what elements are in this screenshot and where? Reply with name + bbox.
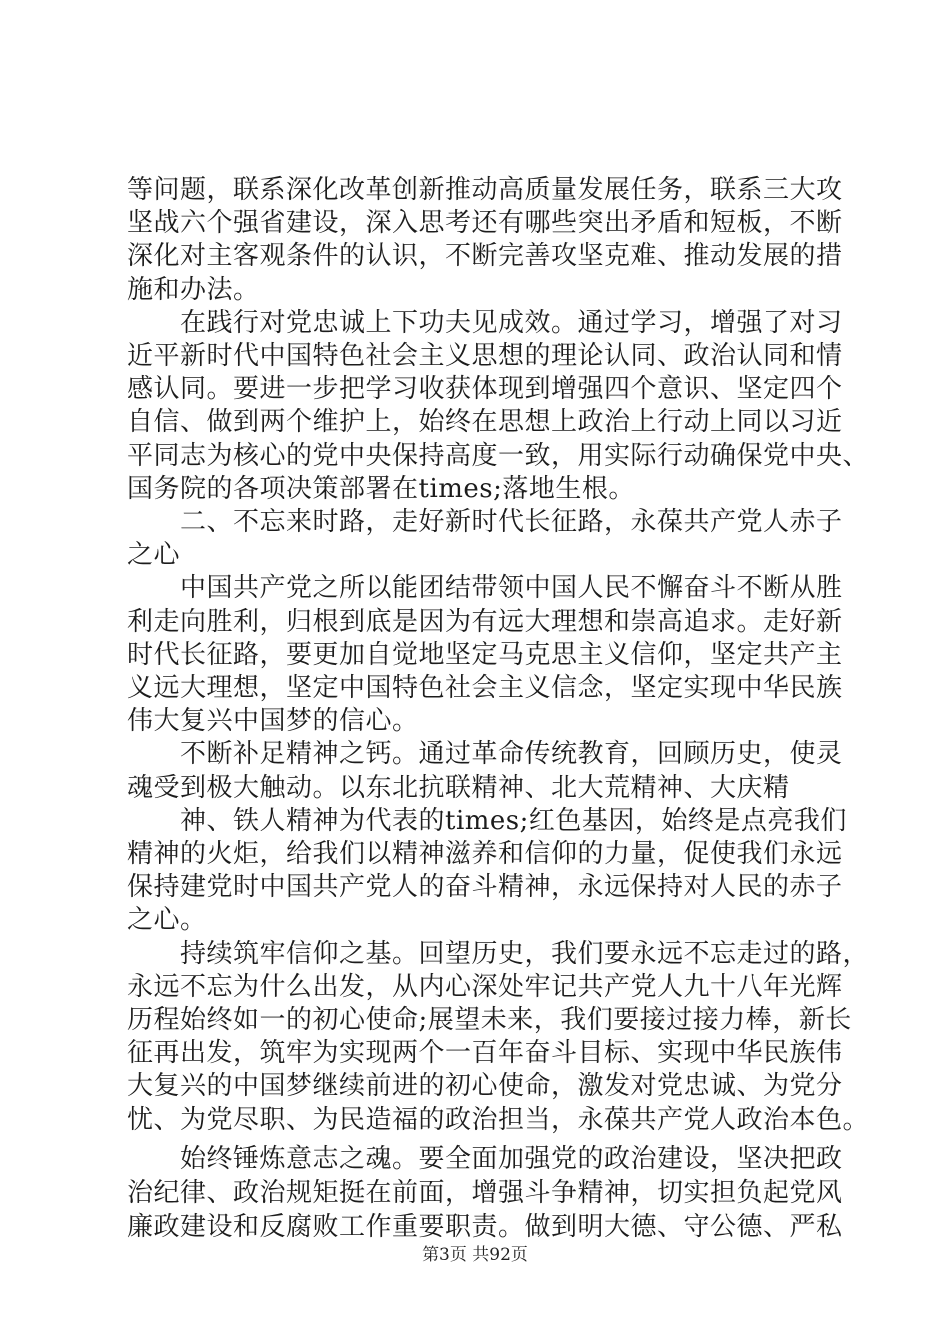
text-line: 深化对主客观条件的认识，不断完善攻坚克难、推动发展的措 — [127, 241, 843, 271]
text-line: 大复兴的中国梦继续前进的初心使命，激发对党忠诚、为党分 — [127, 1071, 843, 1101]
text-line: 感认同。要进一步把学习收获体现到增强四个意识、坚定四个 — [127, 374, 843, 404]
text-line: 在践行对党忠诚上下功夫见成效。通过学习，增强了对习 — [127, 308, 843, 338]
text-line: 时代长征路，要更加自觉地坚定马克思主义信仰，坚定共产主 — [127, 640, 843, 670]
text-line: 自信、做到两个维护上，始终在思想上政治上行动上同以习近 — [127, 407, 843, 437]
text-line: 历程始终如一的初心使命;展望未来，我们要接过接力棒，新长 — [127, 1005, 852, 1035]
text-line: 神、铁人精神为代表的times;红色基因，始终是点亮我们 — [127, 806, 847, 836]
text-line: 永远不忘为什么出发，从内心深处牢记共产党人九十八年光辉 — [127, 972, 843, 1002]
section-heading-line: 二、不忘来时路，走好新时代长征路，永葆共产党人赤子 — [127, 507, 843, 537]
text-line: 义远大理想，坚定中国特色社会主义信念，坚定实现中华民族 — [127, 673, 843, 703]
text-line: 征再出发，筑牢为实现两个一百年奋斗目标、实现中华民族伟 — [127, 1038, 843, 1068]
text-line: 平同志为核心的党中央保持高度一致，用实际行动确保党中央、 — [127, 441, 870, 471]
text-line: 忧、为党尽职、为民造福的政治担当，永葆共产党人政治本色。 — [127, 1105, 870, 1135]
text-line: 魂受到极大触动。以东北抗联精神、北大荒精神、大庆精 — [127, 773, 790, 803]
text-line: 伟大复兴中国梦的信心。 — [127, 706, 419, 736]
section-heading-line: 之心 — [127, 540, 181, 570]
text-line: 利走向胜利，归根到底是因为有远大理想和崇高追求。走好新 — [127, 607, 843, 637]
text-line: 持续筑牢信仰之基。回望历史，我们要永远不忘走过的路， — [127, 939, 870, 969]
text-line: 保持建党时中国共产党人的奋斗精神，永远保持对人民的赤子 — [127, 872, 843, 902]
page-number-footer: 第3页 共92页 — [422, 1245, 528, 1265]
text-line: 近平新时代中国特色社会主义思想的理论认同、政治认同和情 — [127, 341, 843, 371]
text-line: 始终锤炼意志之魂。要全面加强党的政治建设，坚决把政 — [127, 1144, 843, 1174]
text-line: 坚战六个强省建设，深入思考还有哪些突出矛盾和短板，不断 — [127, 208, 843, 238]
text-line: 中国共产党之所以能团结带领中国人民不懈奋斗不断从胜 — [127, 573, 843, 603]
text-line: 施和办法。 — [127, 275, 260, 305]
text-line: 廉政建设和反腐败工作重要职责。做到明大德、守公德、严私 — [127, 1212, 843, 1242]
text-line: 国务院的各项决策部署在times;落地生根。 — [127, 474, 635, 504]
text-line: 等问题，联系深化改革创新推动高质量发展任务，联系三大攻 — [127, 175, 843, 205]
text-line: 治纪律、政治规矩挺在前面，增强斗争精神，切实担负起党风 — [127, 1178, 843, 1208]
text-line: 之心。 — [127, 905, 207, 935]
text-line: 不断补足精神之钙。通过革命传统教育，回顾历史，使灵 — [127, 739, 843, 769]
text-line: 精神的火炬，给我们以精神滋养和信仰的力量，促使我们永远 — [127, 839, 843, 869]
